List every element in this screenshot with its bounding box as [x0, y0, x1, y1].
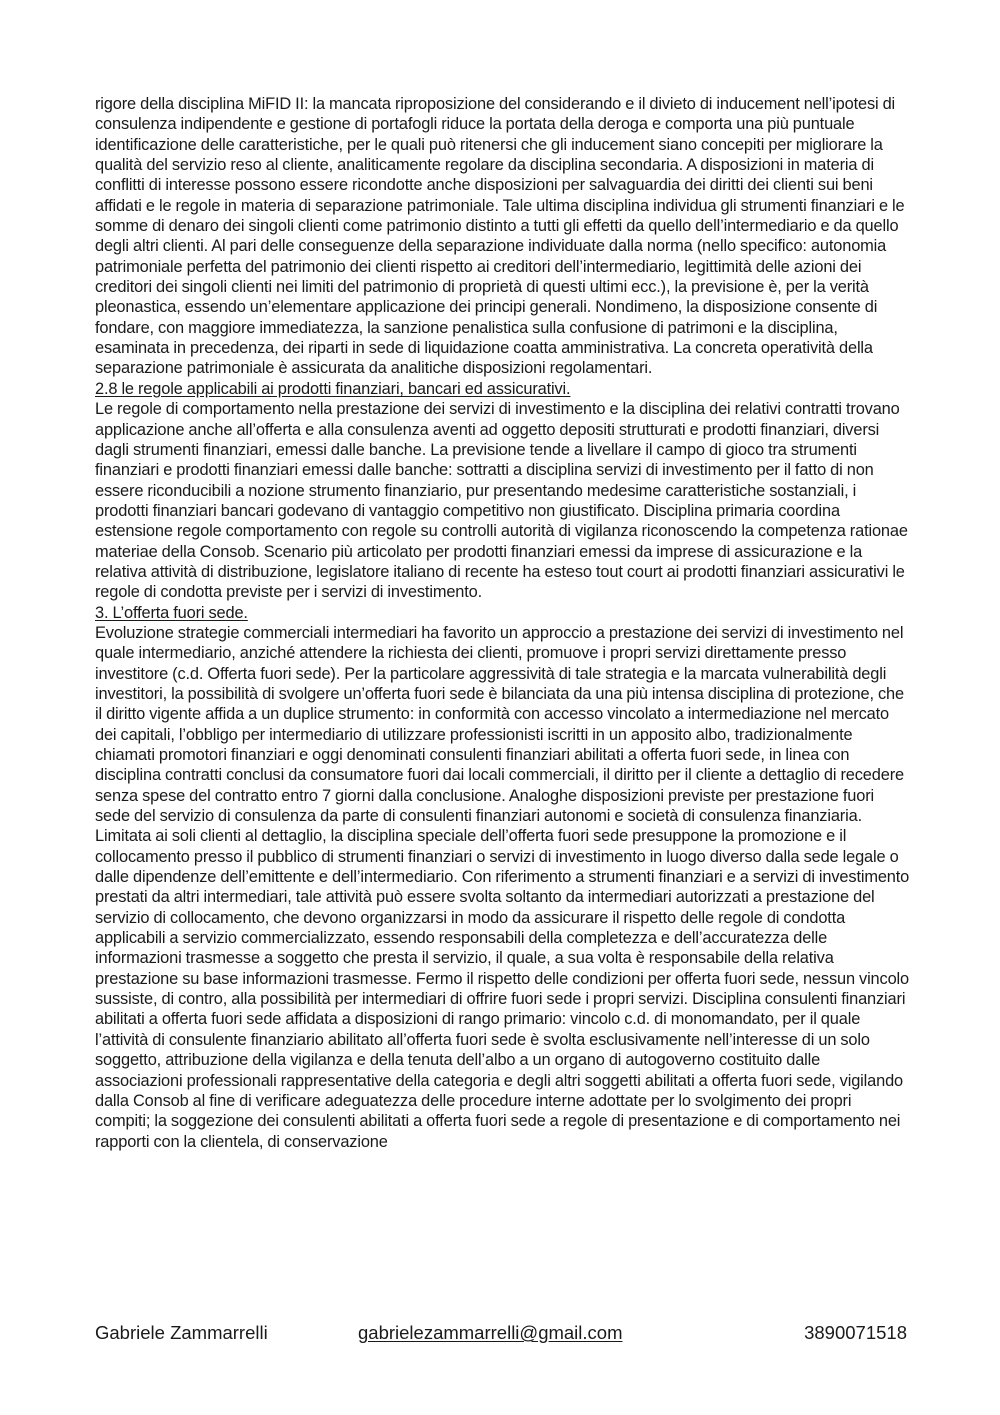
- paragraph-prodotti-finanziari: Le regole di comportamento nella prestazione dei servizi di investimento e la disciplina dei relativi contratti trovano applicazione anche all’offerta e alla consulenza aventi ad oggetto depositi strutturati e prodotti finanziari, diversi dagli strumenti finanziari, emessi dalle banche. La previsione tende a livellare il campo di gioco tra strumenti finanziari e prodotti finanziari emessi dalle banche: sottratti a disciplina servizi di investimento per il fatto di non essere riconducibili a nozione strumento finanziario, pur presentando medesime caratteristiche sostanziali, i prodotti finanziari bancari godevano di vantaggio competitivo non giustificato. Disciplina primaria coordina estensione regole comportamento con regole su controlli autorità di vigilanza riconoscendo la competenza rationae materiae della Consob. Scenario più articolato per prodotti finanziari emessi da imprese di assicurazione e la relativa attività di distribuzione, legislatore italiano di recente ha esteso tout court ai prodotti finanziari assicurativi le regole di condotta previste per i servizi di investimento.: [95, 400, 908, 602]
- paragraph-mifid-separazione: rigore della disciplina MiFID II: la mancata riproposizione del considerando e il divieto di inducement nell’ipotesi di consulenza indipendente e gestione di portafogli riduce la portata della deroga e comporta una più puntuale identificazione delle caratteristiche, per le quali può ritenersi che gli inducement siano concepiti per migliorare la qualità del servizio reso al cliente, analiticamente regolare da disciplina secondaria. A disposizioni in materia di conflitti di interesse possono essere ricondotte anche disposizioni per salvaguardia dei diritti dei clienti sui beni affidati e le regole in materia di separazione patrimoniale. Tale ultima disciplina individua gli strumenti finanziari e le somme di denaro dei singoli clienti come patrimonio distinto a tutti gli effetti da quello dell’intermediario e da quello degli altri clienti. Al pari delle conseguenze della separazione individuate dalla norma (nello specifico: autonomia patrimoniale perfetta del patrimonio dei clienti rispetto ai creditori dell’intermediario, legittimità delle azioni dei creditori dei singoli clienti nei limiti del patrimonio di proprietà di questi ultimi ecc.), la previsione è, per la verità pleonastica, essendo un’elementare applicazione dei principi generali. Nondimeno, la disposizione consente di fondare, con maggiore immediatezza, la sanzione penalistica sulla confusione di patrimoni e la disciplina, esaminata in precedenza, dei riparti in sede di liquidazione coatta amministrativa. La concreta operatività della separazione patrimoniale è assicurata da analitiche disposizioni regolamentari.: [95, 95, 905, 378]
- section-heading-3: 3. L’offerta fuori sede.: [95, 603, 248, 622]
- document-body: [95, 94, 910, 1152]
- paragraph-offerta-fuori-sede: Evoluzione strategie commerciali intermediari ha favorito un approccio a prestazione dei servizi di investimento nel quale intermediario, anziché attendere la richiesta dei clienti, promuove i propri servizi direttamente presso investitore (c.d. Offerta fuori sede). Per la particolare aggressività di tale strategia e la marcata vulnerabilità degli investitori, la possibilità di svolgere un’offerta fuori sede è bilanciata da una più intensa disciplina di protezione, che il diritto vigente affida a un duplice strumento: in conformità con accesso vincolato a intermediazione nel mercato dei capitali, l’obbligo per intermediario di utilizzare professionisti iscritti in un apposito albo, tradizionalmente chiamati promotori finanziari e oggi denominati consulenti finanziari abilitati a offerta fuori sede, in linea con disciplina contratti conclusi da consumatore fuori dai locali commerciali, il diritto per il cliente a dettaglio di recedere senza spese del contratto entro 7 giorni dalla conclusione. Analoghe disposizioni previste per prestazione fuori sede del servizio di consulenza da parte di consulenti finanziari autonomi e società di consulenza finanziaria. Limitata ai soli clienti al dettaglio, la disciplina speciale dell’offerta fuori sede presuppone la promozione e il collocamento presso il pubblico di strumenti finanziari o servizi di investimento in luogo diverso dalla sede legale o dalle dipendenze dell’emittente e dell’intermediario. Con riferimento a strumenti finanziari e a servizi di investimento prestati da altri intermediari, tale attività può essere svolta soltanto da intermediari autorizzati a prestazione del servizio di collocamento, che devono organizzarsi in modo da assicurare il rispetto delle regole di condotta applicabili a servizio commercializzato, essendo responsabili della completezza e dell’accuratezza delle informazioni trasmesse a soggetto che presta il servizio, il quale, a sua volta è responsabile della relativa prestazione su base informazioni trasmesse. Fermo il rispetto delle condizioni per offerta fuori sede, nessun vincolo sussiste, di contro, alla possibilità per intermediari di offrire fuori sede i propri servizi. Disciplina consulenti finanziari abilitati a offerta fuori sede affidata a disposizioni di rango primario: vincolo c.d. di monomandato, per il quale l’attività di consulente finanziario abilitato all’offerta fuori sede è svolta esclusivamente nell’interesse di un solo soggetto, attribuzione della vigilanza e della tenuta dell’albo a un organo di autogoverno costituito dalle associazioni professionali rappresentative della categoria e degli altri soggetti abilitati a offerta fuori sede, vigilando dalla Consob al fine di verificare adeguatezza delle procedure interne adottate per lo svolgimento dei propri compiti; la soggezione dei consulenti abilitati a offerta fuori sede a regole di presentazione e di comportamento nei rapporti con la clientela, di conservazione: [95, 623, 910, 1151]
- section-heading-2-8: 2.8 le regole applicabili ai prodotti finanziari, bancari ed assicurativi.: [95, 379, 571, 398]
- footer-phone: 3890071518: [804, 1322, 907, 1343]
- footer-email-link[interactable]: gabrielezammarrelli@gmail.com: [358, 1322, 623, 1343]
- footer-author: Gabriele Zammarrelli: [95, 1322, 268, 1343]
